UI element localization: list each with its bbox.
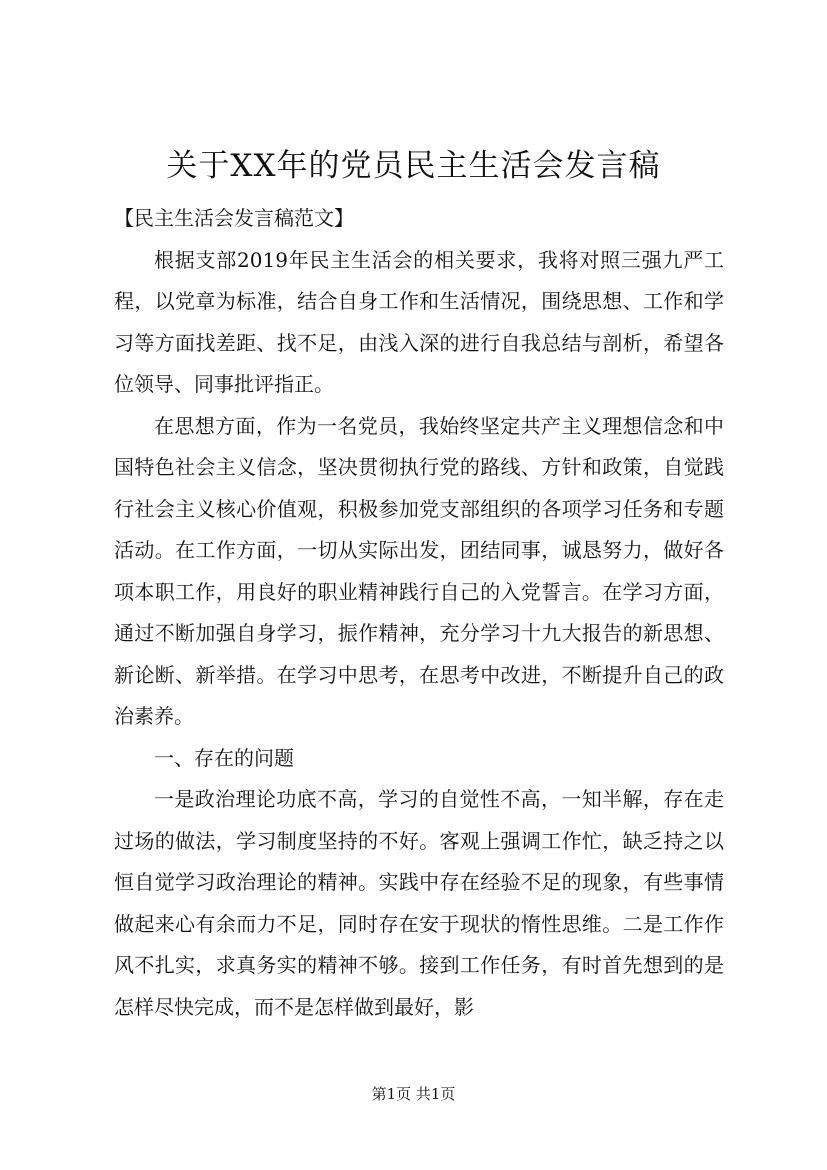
page-footer: 第1页 共1页 [371, 1085, 456, 1103]
paragraph-thought: 在思想方面，作为一名党员，我始终坚定共产主义理想信念和中国特色社会主义信念，坚决贯彻执行党的路线、方针和政策，自觉践行社会主义核心价值观，积极参加党支部组织的各项学习任务和专题活动。在工作方面，一切从实际出发，团结同事，诚恳努力，做好各项本职工作，用良好的职业精神践行自己的入党誓言。在学习方面，通过不断加强自身学习，振作精神，充分学习十九大报告的新思想、新论断、新举措。在学习中思考，在思考中改进，不断提升自己的政治素养。 [114, 413, 724, 728]
document-title: 关于XX年的党员民主生活会发言稿 [166, 148, 661, 184]
paragraph-intro: 根据支部2019年民主生活会的相关要求，我将对照三强九严工程，以党章为标准，结合自身工作和生活情况，围绕思想、工作和学习等方面找差距、找不足，由浅入深的进行自我总结与剖析，希望各位领导、同事批评指正。 [114, 247, 724, 396]
paragraph-problems: 一是政治理论功底不高，学习的自觉性不高，一知半解，存在走过场的做法，学习制度坚持的不好。客观上强调工作忙，缺乏持之以恒自觉学习政治理论的精神。实践中存在经验不足的现象，有些事情做起来心有余而力不足，同时存在安于现状的惰性思维。二是工作作风不扎实，求真务实的精神不够。接到工作任务，有时首先想到的是怎样尽快完成，而不是怎样做到最好，影 [114, 787, 724, 1019]
document-subtitle: 【民主生活会发言稿范文】 [114, 206, 354, 230]
document-body [114, 198, 724, 1028]
section-heading-problems: 一、存在的问题 [154, 745, 294, 770]
